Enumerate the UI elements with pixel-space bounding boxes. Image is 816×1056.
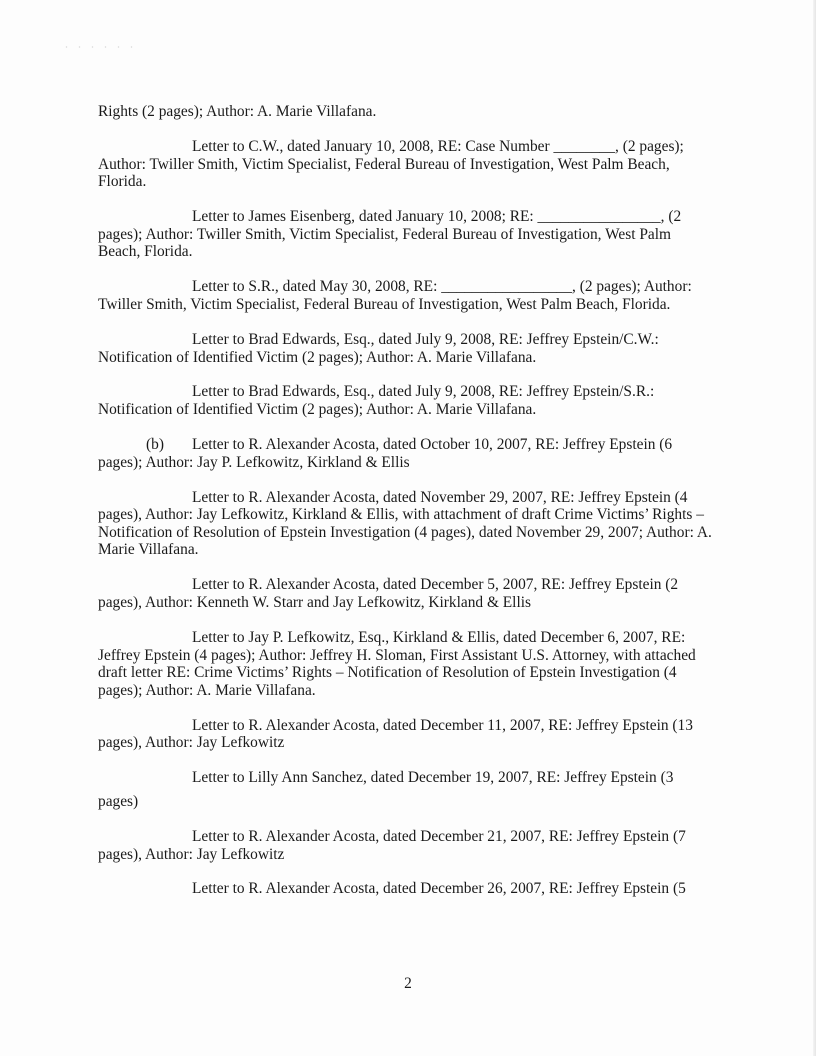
paragraph-letter-sanchez-dec19: Letter to Lilly Ann Sanchez, dated December 19, 2007, RE: Jeffrey Epstein (3: [192, 769, 674, 787]
paragraph-letter-acosta-dec5: Letter to R. Alexander Acosta, dated December 5, 2007, RE: Jeffrey Epstein (2 pages), Author: Kenneth W. Starr and Jay Lefkowitz, Kirkland & Ellis: [98, 576, 679, 611]
paragraph-letter-sanchez-pages: pages): [98, 792, 139, 810]
document-body: [98, 103, 716, 915]
paragraph-letter-acosta-dec26: Letter to R. Alexander Acosta, dated December 26, 2007, RE: Jeffrey Epstein (5: [192, 880, 686, 898]
paragraph-letter-acosta-oct10: Letter to R. Alexander Acosta, dated October 10, 2007, RE: Jeffrey Epstein (6 pages); Author: Jay P. Lefkowitz, Kirkland & Ellis: [98, 436, 673, 471]
item-marker: (b): [146, 436, 164, 454]
page-number: 2: [404, 975, 412, 992]
paragraph-letter-eisenberg: Letter to James Eisenberg, dated January 10, 2008; RE: ________________, (2 pages); Author: Twiller Smith, Victim Specialist, Federal Bureau of Investigation, West Palm Beach, Florida.: [98, 208, 682, 261]
paragraph-letter-edwards-sr: Letter to Brad Edwards, Esq., dated July 9, 2008, RE: Jeffrey Epstein/S.R.: Notification of Identified Victim (2 pages); Author: A. Marie Villafana.: [98, 383, 655, 419]
paragraph-letter-acosta-dec11: Letter to R. Alexander Acosta, dated December 11, 2007, RE: Jeffrey Epstein (13 pages), Author: Jay Lefkowitz: [98, 716, 693, 752]
paragraph-item-b: [98, 436, 716, 471]
paragraph-letter-acosta-nov29: Letter to R. Alexander Acosta, dated November 29, 2007, RE: Jeffrey Epstein (4 pages), Author: Jay Lefkowitz, Kirkland & Ellis, with attachment of draft Crime Victims’ Rights – Notification of Resolution of Epstein Investigation (4 pages), dated November 29, 2007; Author: A. Marie Villafana.: [98, 488, 712, 559]
paragraph-letter-edwards-cw: Letter to Brad Edwards, Esq., dated July 9, 2008, RE: Jeffrey Epstein/C.W.: Notification of Identified Victim (2 pages); Author: A. Marie Villafana.: [98, 330, 659, 366]
paragraph-letter-lefkowitz-dec6: Letter to Jay P. Lefkowitz, Esq., Kirkland & Ellis, dated December 6, 2007, RE: Jeffrey Epstein (4 pages); Author: Jeffrey H. Sloman, First Assistant U.S. Attorney, with attached draft letter RE: Crime Victims’ Rights – Notification of Resolution of Epstein Investigation (4 pages); Author: A. Marie Villafana.: [98, 628, 696, 699]
paragraph-letter-acosta-dec21: Letter to R. Alexander Acosta, dated December 21, 2007, RE: Jeffrey Epstein (7 pages), Author: Jay Lefkowitz: [98, 827, 686, 863]
paragraph-rights-continuation: Rights (2 pages); Author: A. Marie Villafana.: [98, 103, 377, 120]
paragraph-letter-sr: Letter to S.R., dated May 30, 2008, RE: _________________, (2 pages); Author: Twiller Smith, Victim Specialist, Federal Bureau of Investigation, West Palm Beach, Florida.: [98, 278, 692, 313]
paragraph-letter-cw: Letter to C.W., dated January 10, 2008, RE: Case Number ________, (2 pages); Author: Twiller Smith, Victim Specialist, Federal Bureau of Investigation, West Palm Beach, Florida.: [98, 137, 684, 191]
scan-specks: [60, 44, 140, 50]
